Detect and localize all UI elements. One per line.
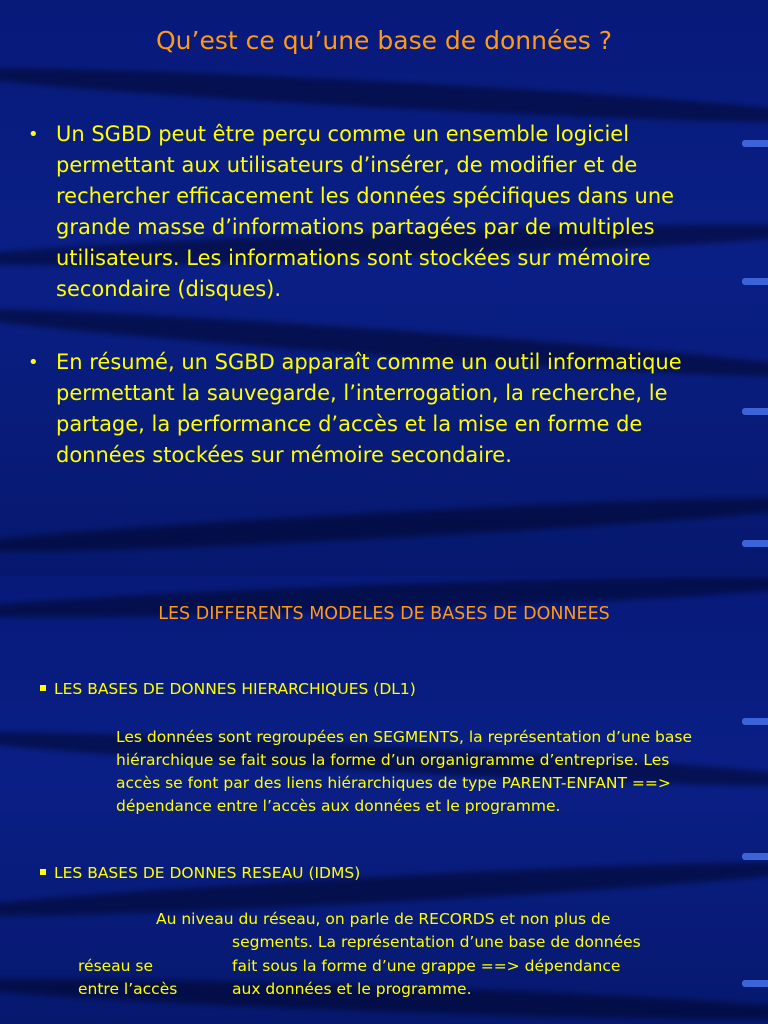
- section-line: réseau se: [78, 957, 154, 975]
- edge-tick: [742, 140, 768, 147]
- square-bullet-icon: [40, 685, 46, 691]
- slide-title: LES DIFFERENTS MODELES DE BASES DE DONNEES: [158, 604, 610, 624]
- bullet-text: En résumé, un SGBD apparaît comme un outil informatique permettant la sauvegarde, l’interrogation, la recherche, le partage, la performance d’accès et la mise en forme de données stockées sur mémoire secondaire.: [56, 350, 682, 467]
- section-line: entre l’accès: [78, 980, 178, 998]
- edge-tick: [742, 278, 768, 285]
- edge-tick: [742, 718, 768, 725]
- edge-tick: [742, 408, 768, 415]
- bullet-text: Un SGBD peut être perçu comme un ensemble logiciel permettant aux utilisateurs d’insérer, de modifier et de rechercher efficacement les données spécifiques dans une grande masse d’informations partagées par de multiples utilisateurs. Les informations sont stockées sur mémoire secondaire (disques).: [56, 122, 675, 301]
- section-heading-text: LES BASES DE DONNES RESEAU (IDMS): [54, 864, 361, 882]
- bullet-item: [28, 347, 728, 471]
- section-heading-text: LES BASES DE DONNES HIERARCHIQUES (DL1): [54, 680, 416, 698]
- edge-tick: [742, 980, 768, 987]
- bullet-marker: •: [28, 352, 39, 373]
- section-paragraph: Les données sont regroupées en SEGMENTS, la représentation d’une base hiérarchique se fait sous la forme d’un organigramme d’entreprise. Les accès se font par des liens hiérarchiques de type PARENT-ENFANT ==> dépendance entre l’accès aux données et le programme.: [116, 728, 693, 815]
- section-line: fait sous la forme d’une grappe ==> dépendance: [232, 957, 621, 975]
- slide-title: Qu’est ce qu’une base de données ?: [156, 26, 612, 55]
- bullet-item: [28, 119, 728, 305]
- edge-tick: [742, 540, 768, 547]
- section-line: segments. La représentation d’une base de données: [232, 933, 641, 951]
- edge-tick: [742, 853, 768, 860]
- square-bullet-icon: [40, 869, 46, 875]
- background-swoosh: [0, 488, 768, 561]
- bullet-marker: •: [28, 124, 39, 145]
- slide-2: [0, 576, 768, 1024]
- section-line: aux données et le programme.: [232, 980, 472, 998]
- section-heading: [40, 680, 416, 698]
- section-heading: [40, 864, 360, 882]
- section-line: Au niveau du réseau, on parle de RECORDS et non plus de: [156, 910, 611, 928]
